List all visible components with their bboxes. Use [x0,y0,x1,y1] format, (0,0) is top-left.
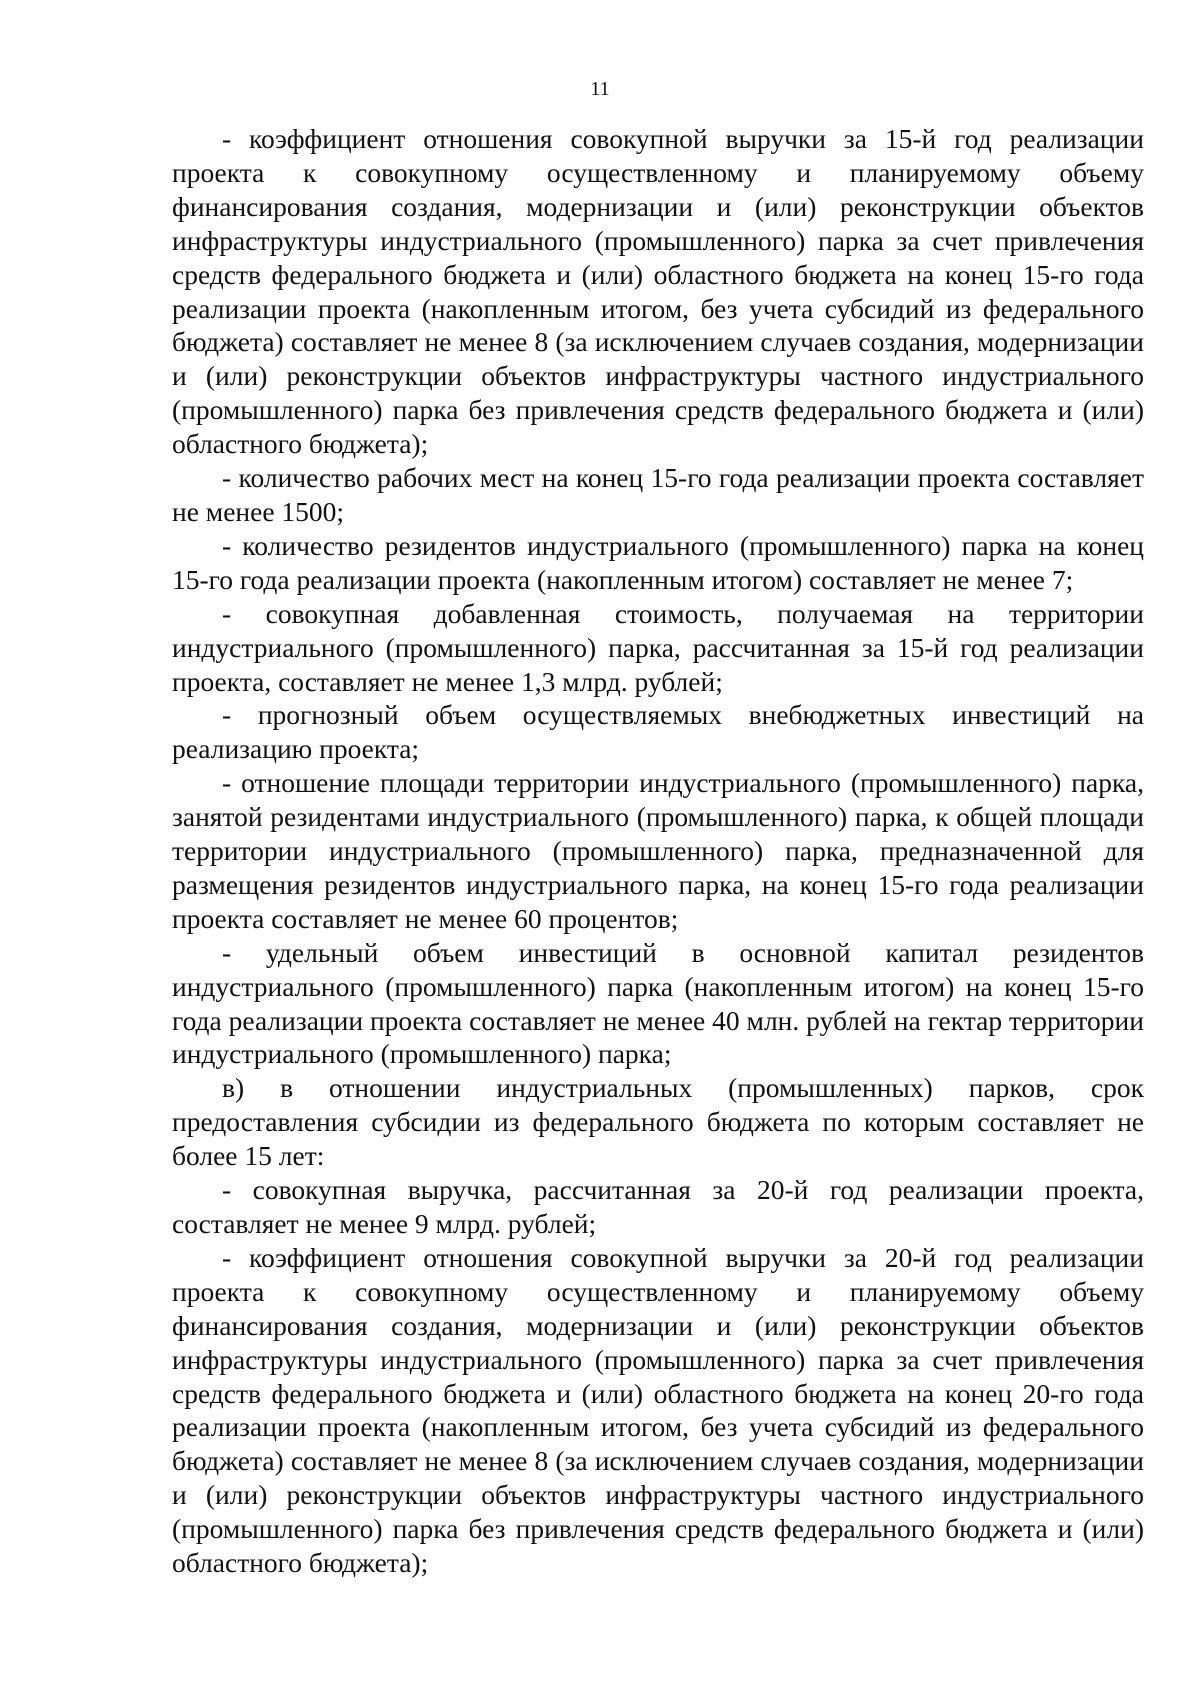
page-number: 11 [590,78,610,100]
paragraph-section-v: в) в отношении индустриальных (промышленных) парков, срок предоставления субсидии из федерального бюджета по которым составляет не более 15 лет: [172,1072,1144,1172]
paragraph-added-value-15: - совокупная добавленная стоимость, получаемая на территории индустриального (промышленного) парка, рассчитанная за 15-й год реализации проекта, составляет не менее 1,3 млрд. рублей; [172,597,1144,697]
paragraph-residents-15: - количество резидентов индустриального (промышленного) парка на конец 15-го года реализации проекта (накопленным итогом) составляет не менее 7; [172,529,1144,595]
paragraph-jobs-15: - количество рабочих мест на конец 15-го года реализации проекта составляет не менее 1500; [172,462,1144,527]
paragraph-revenue-ratio-15: - коэффициент отношения совокупной выручки за 15-й год реализации проекта к совокупному осуществленному и планируемому объему финансирования создания, модернизации и (или) реконструкции объектов инфраструктуры индустриального (промышленного) парка за счет привлечения средств федерального бюджета и (или) областного бюджета на конец 15-го года реализации проекта (накопленным итогом, без учета субсидий из федерального бюджета) составляет не менее 8 (за исключением случаев создания, модернизации и (или) реконструкции объектов инфраструктуры частного индустриального (промышленного) парка без привлечения средств федерального бюджета и (или) областного бюджета); [172,123,1144,460]
paragraph-area-ratio-15: - отношение площади территории индустриального (промышленного) парка, занятой резидентами индустриального (промышленного) парка, к общей площади территории индустриального (промышленного) парка, предназначенной для размещения резидентов индустриального парка, на конец 15-го года реализации проекта составляет не менее 60 процентов; [172,767,1144,934]
paragraph-revenue-20: - совокупная выручка, рассчитанная за 20-й год реализации проекта, составляет не менее 9 млрд. рублей; [172,1174,1144,1239]
paragraph-investment-per-hectare-15: - удельный объем инвестиций в основной капитал резидентов индустриального (промышленного) парка (накопленным итогом) на конец 15-го года реализации проекта составляет не менее 40 млн. рублей на гектар территории индустриального (промышленного) парка; [172,936,1144,1070]
paragraph-offbudget-investment: - прогнозный объем осуществляемых внебюджетных инвестиций на реализацию проекта; [172,699,1144,765]
paragraph-revenue-ratio-20: - коэффициент отношения совокупной выручки за 20-й год реализации проекта к совокупному осуществленному и планируемому объему финансирования создания, модернизации и (или) реконструкции объектов инфраструктуры индустриального (промышленного) парка за счет привлечения средств федерального бюджета и (или) областного бюджета на конец 20-го года реализации проекта (накопленным итогом, без учета субсидий из федерального бюджета) составляет не менее 8 (за исключением случаев создания, модернизации и (или) реконструкции объектов инфраструктуры частного индустриального (промышленного) парка без привлечения средств федерального бюджета и (или) областного бюджета); [172,1241,1144,1579]
document-body [172,122,1144,1580]
